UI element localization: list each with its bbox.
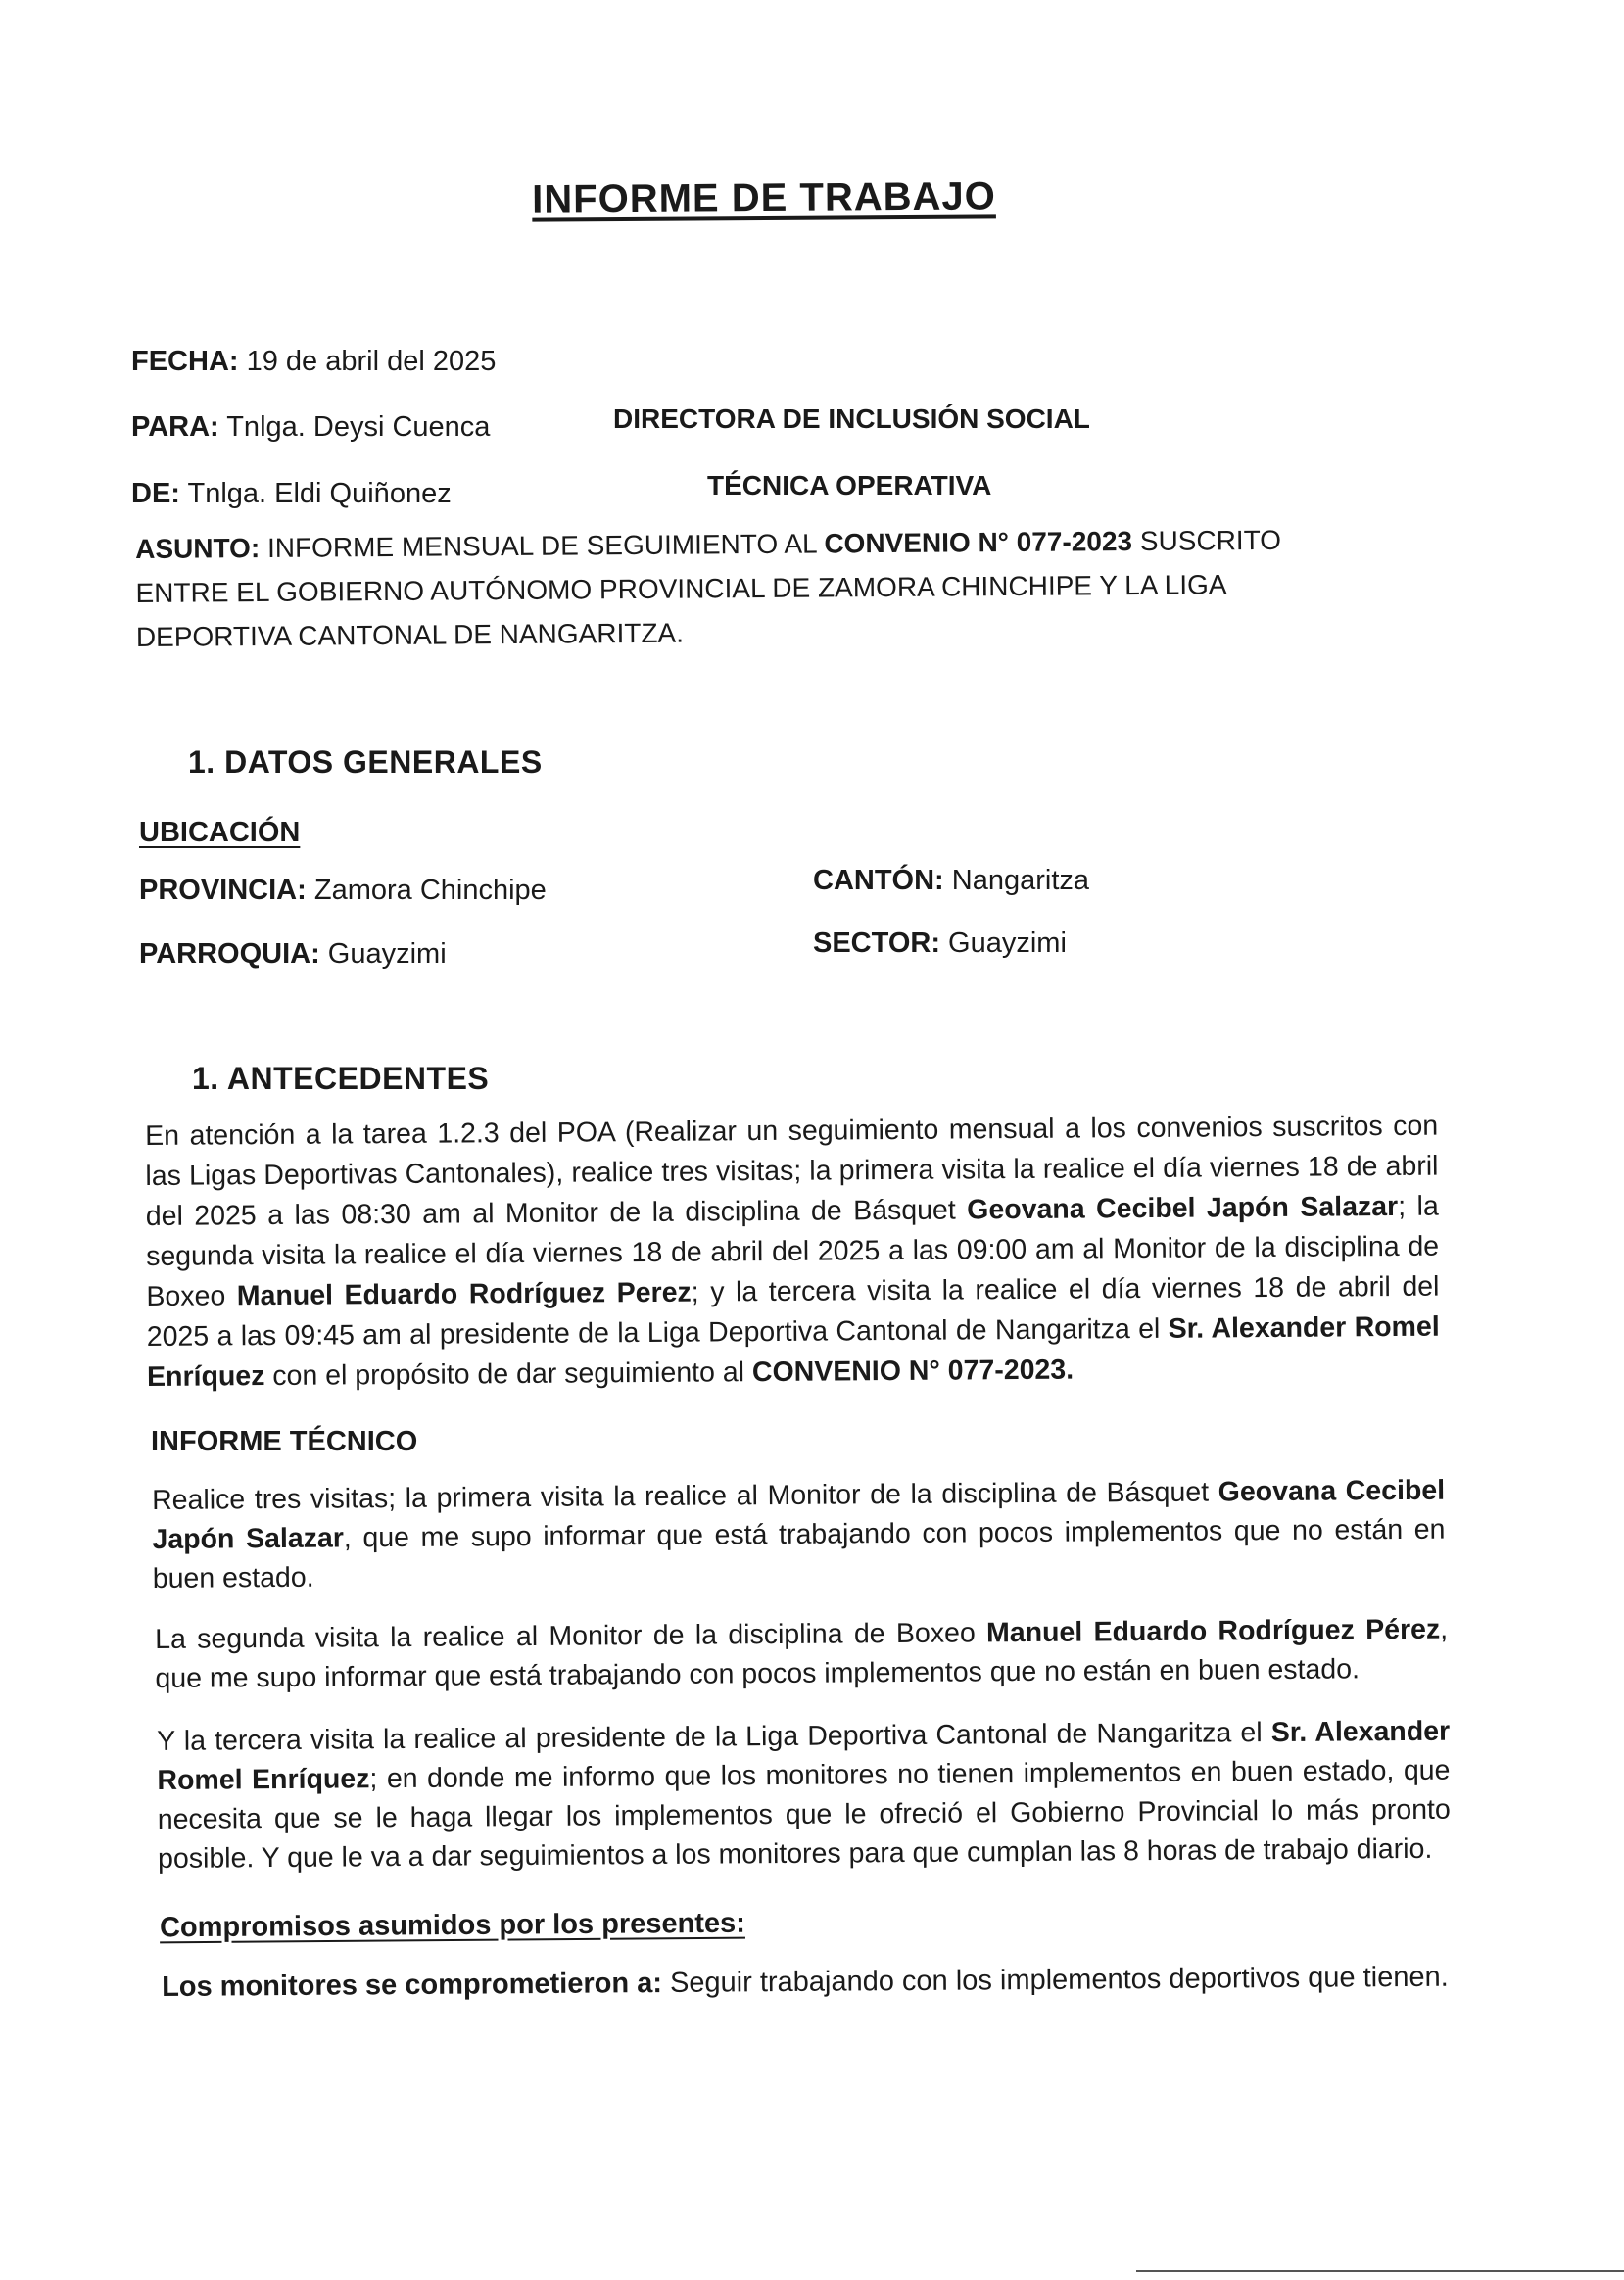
sector-row [813, 927, 1067, 960]
provincia-value: Zamora Chinchipe [306, 875, 547, 906]
informe-p2-text-2: , que me supo informar que está trabajando con pocos implementos que no están en buen estado. [155, 1613, 1449, 1694]
asunto-block [135, 517, 1361, 659]
parroquia-row [139, 938, 447, 971]
fecha-value: 19 de abril del 2025 [238, 346, 497, 377]
informe-p3-text-1: Y la tercera visita la realice al presidente de la Liga Deportiva Cantonal de Nangaritza el [157, 1717, 1271, 1757]
compromisos-row [162, 1962, 1449, 2004]
informe-p1-text-2: , que me supo informar que está trabajando con pocos implementos que no están en buen estado. [152, 1513, 1446, 1594]
informe-paragraph-3 [157, 1712, 1451, 1878]
document-title: INFORME DE TRABAJO [532, 174, 996, 221]
informe-p1-bold: Geovana Cecibel Japón Salazar [152, 1474, 1446, 1555]
asunto-text-2: SUSCRITO ENTRE EL GOBIERNO AUTÓNOMO PROVINCIAL DE ZAMORA CHINCHIPE Y LA LIGA DEPORTIVA CANTONAL DE NANGARITZA. [135, 524, 1282, 652]
antecedentes-text-2: ; la segunda visita la realice el día viernes 18 de abril del 2025 a las 09:00 am al Monitor de la disciplina de Boxeo [145, 1190, 1440, 1312]
compromisos-label: Los monitores se comprometieron a: [162, 1967, 663, 2003]
ubicacion-heading: UBICACIÓN [139, 817, 301, 848]
asunto-label: ASUNTO: [135, 533, 261, 564]
antecedentes-bold-2: Manuel Eduardo Rodríguez Perez [236, 1276, 692, 1312]
compromisos-heading: Compromisos asumidos por los presentes: [159, 1907, 745, 1944]
informe-p1-text-1: Realice tres visitas; la primera visita la realice al Monitor de la disciplina de Básquet [152, 1476, 1218, 1516]
para-value: Tnlga. Deysi Cuenca [218, 411, 491, 443]
informe-p3-text-2: ; en donde me informo que los monitores no tienen implementos en buen estado, que necesita que se le haga llegar los implementos que le ofreció el Gobierno Provincial lo más pronto posible. Y que le va a dar seguimientos a los monitores para que cumplan las 8 horas de trabajo diario. [157, 1754, 1451, 1875]
antecedentes-text-1: En atención a la tarea 1.2.3 del POA (Realizar un seguimiento mensual a los convenios suscritos con las Ligas Deportivas Cantonales), realice tres visitas; la primera visita la realice el día viernes 18 de abril del 2025 a las 08:30 am al Monitor de la disciplina de Básquet [145, 1110, 1439, 1232]
page-edge-line [1136, 2270, 1624, 2272]
de-role: TÉCNICA OPERATIVA [707, 470, 992, 500]
canton-value: Nangaritza [943, 865, 1090, 896]
compromisos-text: Seguir trabajando con los implementos deportivos que tienen. [661, 1961, 1449, 1999]
canton-row [813, 865, 1089, 897]
de-value: Tnlga. Eldi Quiñonez [179, 478, 452, 509]
informe-p2-text-1: La segunda visita la realice al Monitor de la disciplina de Boxeo [155, 1617, 987, 1655]
informe-paragraph-2 [155, 1610, 1449, 1698]
sector-value: Guayzimi [939, 927, 1067, 959]
canton-label: CANTÓN: [813, 865, 944, 896]
para-row [131, 411, 490, 444]
para-role: DIRECTORA DE INCLUSIÓN SOCIAL [613, 404, 1090, 434]
antecedentes-text-3: ; y la tercera visita la realice el día viernes 18 de abril del 2025 a las 09:45 am al presidente de la Liga Deportiva Cantonal de Nangaritza el [146, 1270, 1440, 1353]
informe-p2-bold: Manuel Eduardo Rodríguez Pérez [985, 1613, 1441, 1649]
asunto-text-1: INFORME MENSUAL DE SEGUIMIENTO AL [260, 528, 825, 564]
provincia-row [139, 875, 547, 907]
provincia-label: PROVINCIA: [139, 875, 307, 906]
informe-tecnico-heading: INFORME TÉCNICO [151, 1426, 418, 1457]
de-row [131, 478, 452, 510]
sector-label: SECTOR: [813, 927, 940, 959]
fecha-label: FECHA: [131, 346, 239, 377]
asunto-convenio: CONVENIO N° 077-2023 [824, 526, 1133, 559]
antecedentes-bold-1: Geovana Cecibel Japón Salazar [967, 1190, 1399, 1226]
antecedentes-bold-4: CONVENIO N° 077-2023. [751, 1354, 1075, 1389]
section-antecedentes: 1. ANTECEDENTES [192, 1061, 490, 1096]
antecedentes-paragraph [145, 1107, 1440, 1398]
informe-p3-bold: Sr. Alexander Romel Enríquez [157, 1715, 1451, 1796]
parroquia-value: Guayzimi [319, 938, 447, 970]
antecedentes-bold-3: Sr. Alexander Romel Enríquez [146, 1310, 1440, 1393]
parroquia-label: PARROQUIA: [139, 938, 320, 970]
antecedentes-text-4: con el propósito de dar seguimiento al [264, 1356, 753, 1393]
de-label: DE: [131, 478, 180, 509]
section-datos-generales: 1. DATOS GENERALES [188, 744, 543, 780]
fecha-row [131, 346, 496, 378]
para-label: PARA: [131, 411, 219, 443]
informe-paragraph-1 [152, 1471, 1446, 1598]
